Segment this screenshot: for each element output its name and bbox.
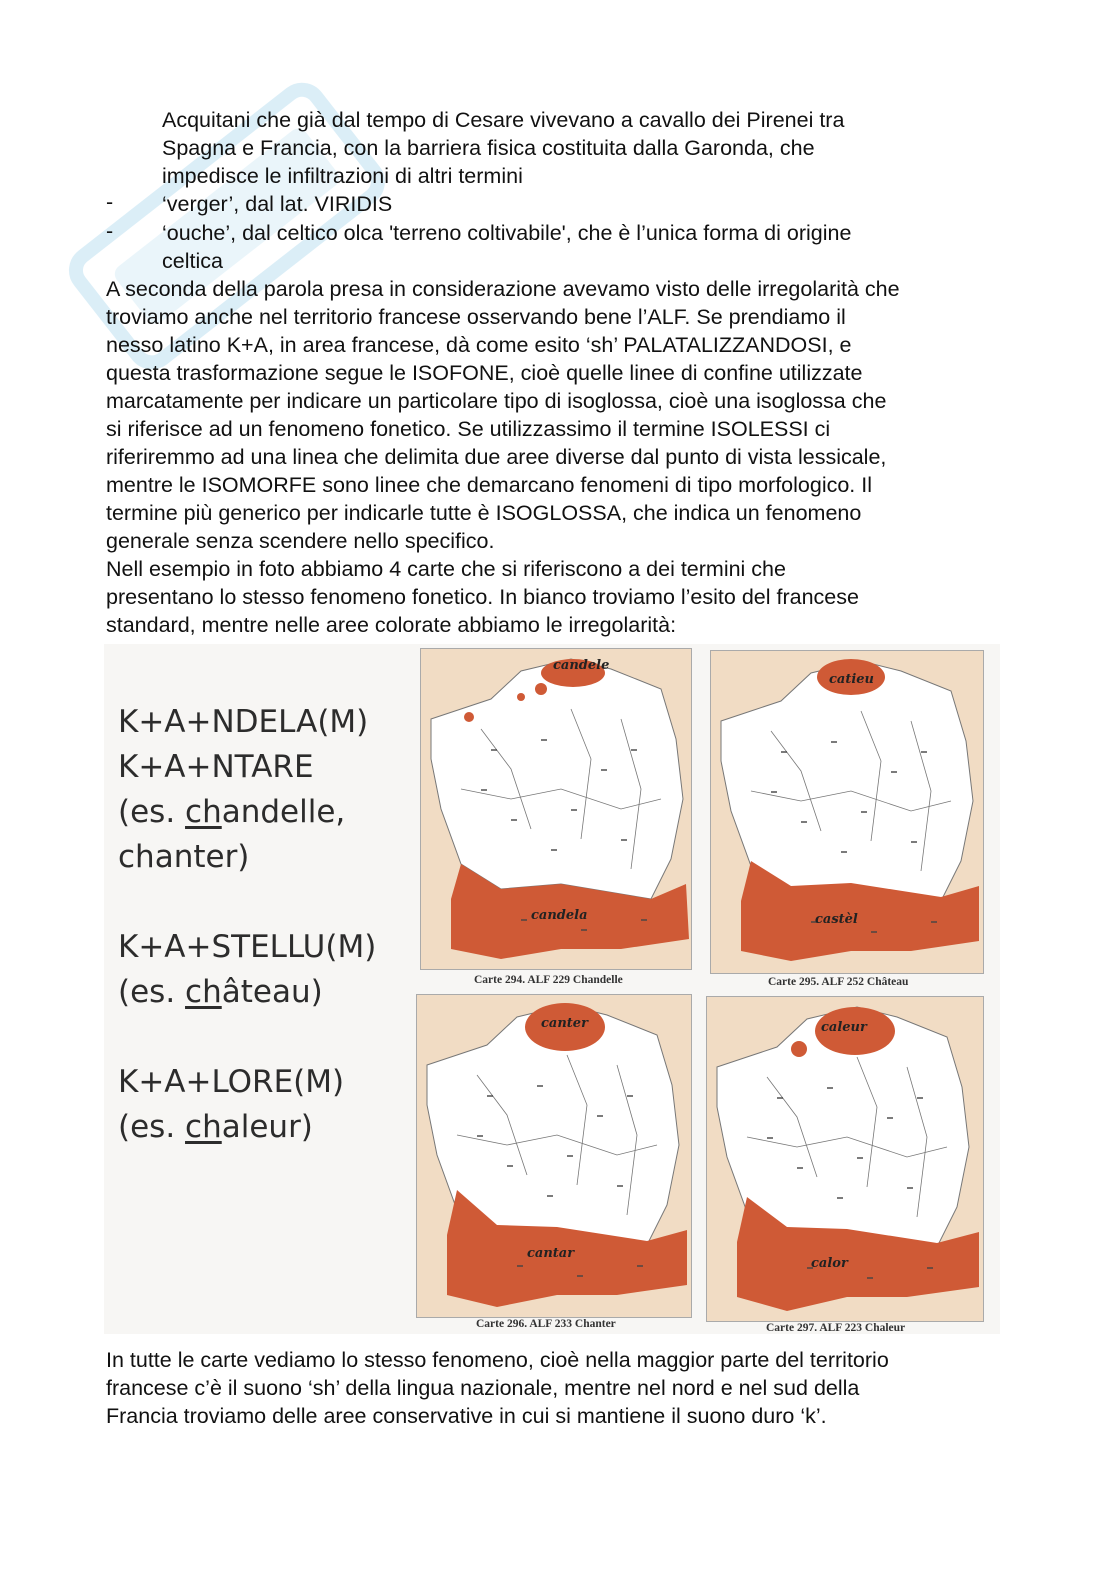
bullet-text: ‘verger’, dal lat. VIRIDIS <box>162 192 393 216</box>
formula-kantare: K+A+NTARE <box>118 749 314 785</box>
bullet-dash: - <box>106 190 114 214</box>
bullet-dash: - <box>106 219 114 243</box>
figure-alf-maps <box>104 644 1000 1334</box>
example-chaleur: (es. chaleur) <box>118 1109 313 1145</box>
map-label-south: cantar <box>527 1246 575 1261</box>
text-line: standard, mentre nelle aree colorate abbiamo le irregolarità: <box>106 613 677 637</box>
text-line: si riferisce ad un fenomeno fonetico. Se utilizzassimo il termine ISOLESSI ci <box>106 417 831 441</box>
map-chateau <box>710 650 984 974</box>
bullet-text: celtica <box>162 249 223 273</box>
example-chanter: chanter) <box>118 839 250 875</box>
formula-kandela: K+A+NDELA(M) <box>118 704 369 740</box>
text-line: presentano lo stesso fenomeno fonetico. In bianco troviamo l’esito del francese <box>106 585 859 609</box>
map-chanter <box>416 994 692 1318</box>
map-label-south: castèl <box>815 912 858 927</box>
text-line: troviamo anche nel territorio francese osservando bene l’ALF. Se prendiamo il <box>106 305 846 329</box>
formula-kalorem: K+A+LORE(M) <box>118 1064 345 1100</box>
map-chandelle <box>420 648 692 970</box>
map-caption: Carte 295. ALF 252 Château <box>768 976 909 988</box>
text-line: In tutte le carte vediamo lo stesso fenomeno, cioè nella maggior parte del territorio <box>106 1348 889 1372</box>
text-line: francese c’è il suono ‘sh’ della lingua nazionale, mentre nel nord e nel sud della <box>106 1376 860 1400</box>
text-line: termine più generico per indicarle tutte è ISOGLOSSA, che indica un fenomeno <box>106 501 862 525</box>
intro-line: Spagna e Francia, con la barriera fisica costituita dalla Garonda, che <box>162 136 815 160</box>
text-line: questa trasformazione segue le ISOFONE, cioè quelle linee di confine utilizzate <box>106 361 863 385</box>
map-label-north: catieu <box>829 672 875 687</box>
map-label-north: caleur <box>821 1020 867 1035</box>
text-line: Nell esempio in foto abbiamo 4 carte che si riferiscono a dei termini che <box>106 557 786 581</box>
intro-line: impedisce le infiltrazioni di altri termini <box>162 164 523 188</box>
map-label-south: candela <box>531 908 588 923</box>
map-caption: Carte 294. ALF 229 Chandelle <box>474 974 623 986</box>
text-line: generale senza scendere nello specifico. <box>106 529 495 553</box>
intro-line: Acquitani che già dal tempo di Cesare vivevano a cavallo dei Pirenei tra <box>162 108 845 132</box>
text-line: Francia troviamo delle aree conservative in cui si mantiene il suono duro ‘k’. <box>106 1404 827 1428</box>
map-label-north: candele <box>553 658 610 673</box>
map-label-north: canter <box>541 1016 588 1031</box>
text-line: riferiremmo ad una linea che delimita due aree diverse dal punto di vista lessicale, <box>106 445 887 469</box>
map-chaleur <box>706 996 984 1322</box>
example-chandelle: (es. chandelle, <box>118 794 346 830</box>
bullet-text: ‘ouche’, dal celtico olca 'terreno coltivabile', che è l’unica forma di origine <box>162 221 852 245</box>
text-line: nesso latino K+A, in area francese, dà come esito ‘sh’ PALATALIZZANDOSI, e <box>106 333 852 357</box>
text-line: A seconda della parola presa in considerazione avevamo visto delle irregolarità che <box>106 277 900 301</box>
text-line: mentre le ISOMORFE sono linee che demarcano fenomeni di tipo morfologico. Il <box>106 473 873 497</box>
formula-kastellum: K+A+STELLU(M) <box>118 929 377 965</box>
text-line: marcatamente per indicare un particolare tipo di isoglossa, cioè una isoglossa che <box>106 389 887 413</box>
map-caption: Carte 297. ALF 223 Chaleur <box>766 1322 906 1334</box>
map-caption: Carte 296. ALF 233 Chanter <box>476 1318 616 1330</box>
map-label-south: calor <box>811 1256 848 1271</box>
example-chateau: (es. château) <box>118 974 323 1010</box>
